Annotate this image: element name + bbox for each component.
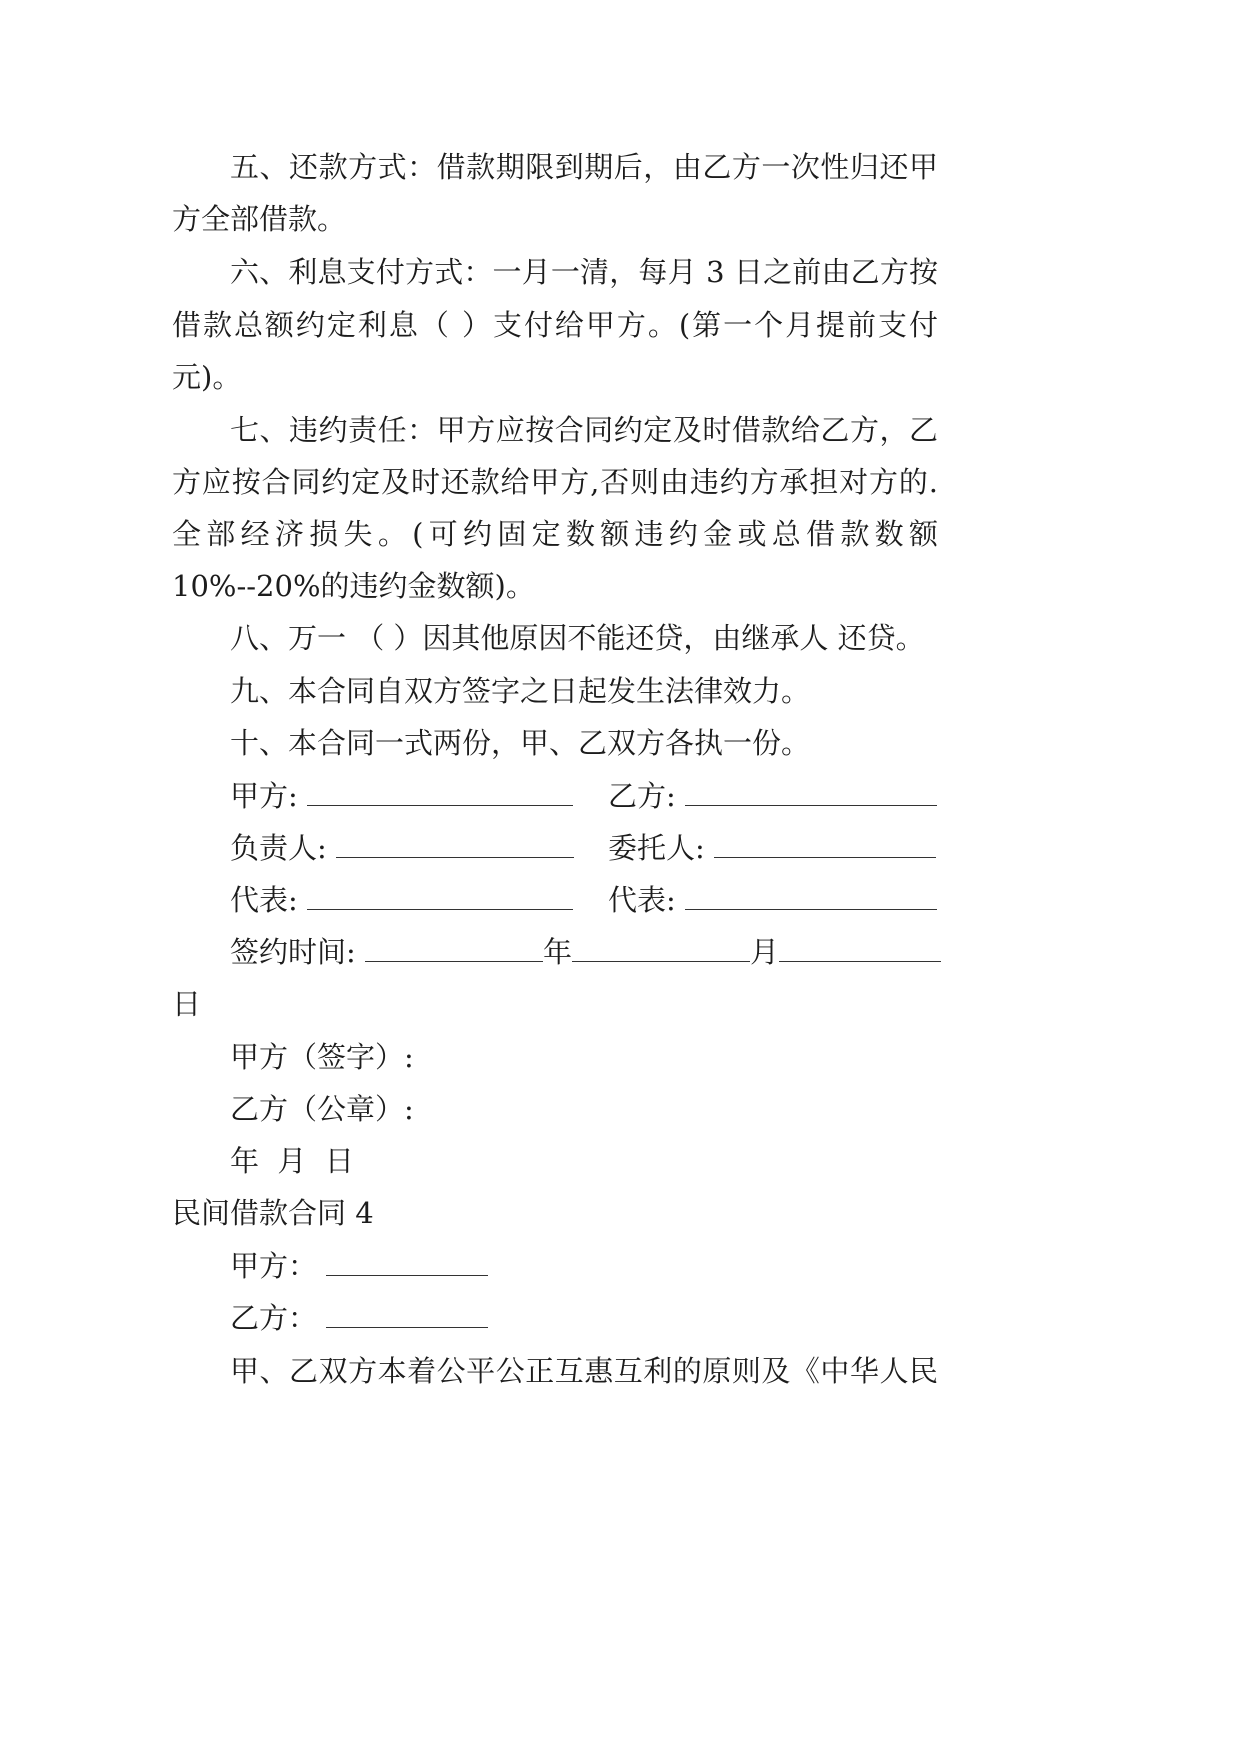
contract-4-party-a — [230, 1246, 488, 1286]
clause-7-line-1: 七、违约责任：甲方应按合同约定及时借款给乙方，乙 — [230, 413, 938, 447]
month-blank — [572, 935, 750, 962]
contract-4-party-b-blank — [326, 1301, 488, 1328]
clause-7-line-4: 10%--20%的违约金数额)。 — [172, 569, 535, 603]
clause-9: 九、本合同自双方签字之日起发生法律效力。 — [230, 674, 811, 708]
rep-b-blank — [685, 883, 937, 910]
rep-b-field — [608, 880, 937, 920]
party-a-sign: 甲方（签字）: — [230, 1040, 414, 1074]
rep-a-blank — [307, 883, 573, 910]
responsible-blank — [336, 831, 574, 858]
rep-a-field — [230, 880, 573, 920]
sign-time-label: 签约时间: — [230, 935, 356, 969]
day-blank — [779, 935, 941, 962]
year-blank — [365, 935, 543, 962]
responsible-field — [230, 828, 574, 868]
sign-time-field — [230, 932, 941, 972]
contract-4-party-a-label: 甲方： — [230, 1249, 318, 1283]
contract-4-title: 民间借款合同 4 — [172, 1196, 374, 1230]
entrusted-blank — [714, 831, 936, 858]
rep-a-label: 代表: — [230, 883, 298, 917]
contract-4-intro: 甲、乙双方本着公平公正互惠互利的原则及《中华人民 — [230, 1354, 938, 1388]
clause-5-line-1: 五、还款方式：借款期限到期后，由乙方一次性归还甲 — [230, 150, 938, 184]
responsible-label: 负责人: — [230, 831, 327, 865]
party-b-seal: 乙方（公章）: — [230, 1092, 414, 1126]
party-b-blank — [685, 779, 937, 806]
entrusted-label: 委托人: — [608, 831, 705, 865]
year-label: 年 — [543, 935, 573, 969]
day-label: 日 — [172, 987, 202, 1021]
contract-4-party-b — [230, 1298, 488, 1338]
clause-6-line-3: 元)。 — [172, 360, 242, 394]
party-b-field — [608, 776, 937, 816]
rep-b-label: 代表: — [608, 883, 676, 917]
clause-7-line-3: 全部经济损失。(可约固定数额违约金或总借款数额 — [172, 517, 938, 551]
date-line: 年 月 日 — [230, 1144, 354, 1178]
party-a-field — [230, 776, 573, 816]
contract-4-party-a-blank — [326, 1249, 488, 1276]
month-label: 月 — [750, 935, 780, 969]
clause-5-line-2: 方全部借款。 — [172, 202, 347, 236]
contract-4-party-b-label: 乙方： — [230, 1301, 318, 1335]
clause-6-line-2: 借款总额约定利息（ ）支付给甲方。(第一个月提前支付 — [172, 308, 938, 342]
clause-10: 十、本合同一式两份，甲、乙双方各执一份。 — [230, 726, 811, 760]
party-a-label: 甲方: — [230, 779, 298, 813]
clause-7-line-2: 方应按合同约定及时还款给甲方,否则由违约方承担对方的. — [172, 465, 938, 499]
entrusted-field — [608, 828, 936, 868]
party-a-blank — [307, 779, 573, 806]
clause-6-line-1: 六、利息支付方式：一月一清，每月 3 日之前由乙方按 — [230, 255, 938, 289]
party-b-label: 乙方: — [608, 779, 676, 813]
clause-8: 八、万一 （ ）因其他原因不能还贷，由继承人 还贷。 — [230, 621, 925, 655]
